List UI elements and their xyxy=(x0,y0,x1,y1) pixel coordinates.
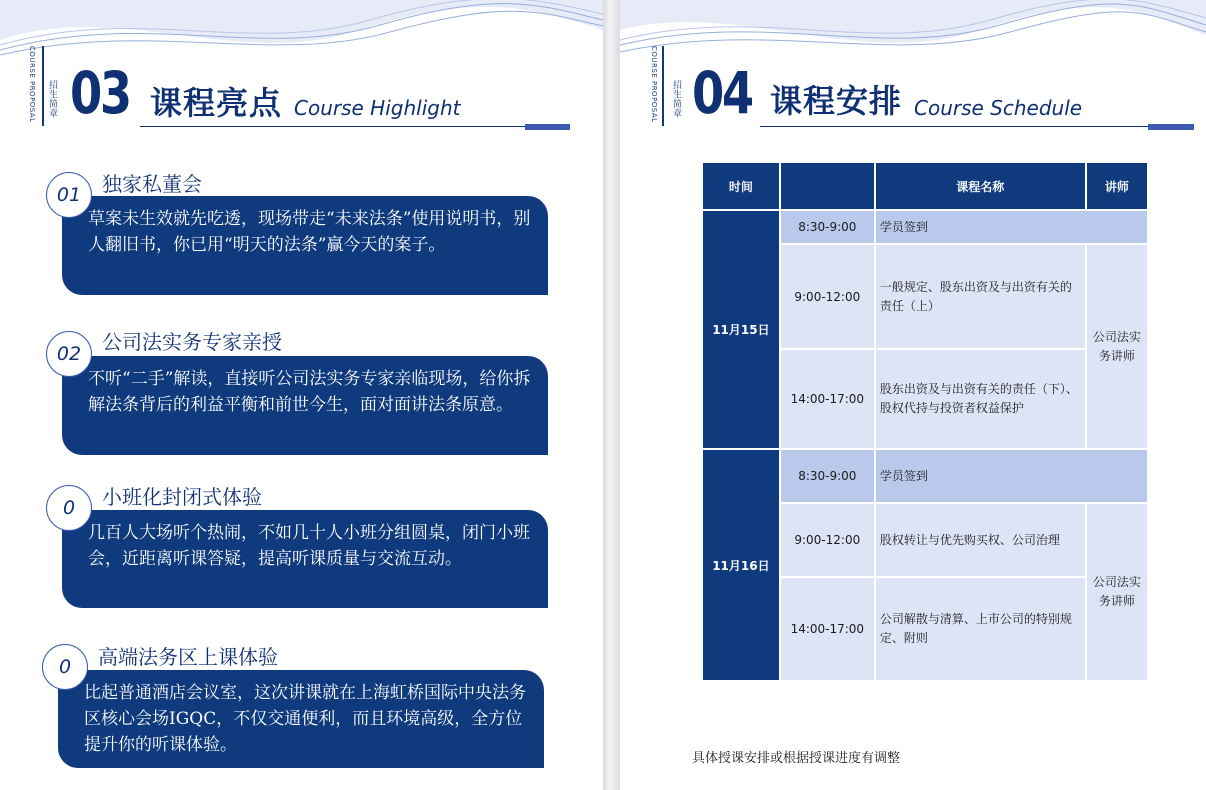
highlight-number-4: 0 xyxy=(42,644,88,690)
schedule-note: 具体授课安排或根据授课进度有调整 xyxy=(692,751,901,766)
side-label-en: COURSE PROPOSAL xyxy=(28,46,36,123)
highlight-number-2: 02 xyxy=(46,331,92,377)
header-blank xyxy=(780,162,875,210)
header-time: 时间 xyxy=(702,162,780,210)
title-underline xyxy=(760,126,1194,127)
highlight-title-1: 独家私董会 xyxy=(102,172,202,196)
section-title-en: Course Schedule xyxy=(914,96,1083,120)
date-cell-2: 11月16日 xyxy=(702,449,780,681)
highlight-title-2: 公司法实务专家亲授 xyxy=(102,330,282,354)
header-teacher: 讲师 xyxy=(1086,162,1148,210)
table-row xyxy=(702,449,1148,503)
side-label-en: COURSE PROPOSAL xyxy=(650,46,658,123)
course-name-cell: 股权转让与优先购买权、公司治理 xyxy=(875,503,1086,577)
highlight-body-3: 几百人大场听个热闹，不如几十人小班分组圆桌，闭门小班会，近距离听课答疑，提高听课质量与交流互动。 xyxy=(62,510,548,608)
time-cell: 14:00-17:00 xyxy=(780,577,875,681)
right-page xyxy=(620,0,1206,790)
date-cell-1: 11月15日 xyxy=(702,210,780,449)
highlight-title-4: 高端法务区上课体验 xyxy=(98,645,278,669)
time-cell: 14:00-17:00 xyxy=(780,349,875,449)
highlight-body-4: 比起普通酒店会议室，这次讲课就在上海虹桥国际中央法务区核心会场IGQC，不仅交通便利，而且环境高级，全方位提升你的听课体验。 xyxy=(58,670,544,768)
time-cell: 9:00-12:00 xyxy=(780,503,875,577)
section-number: 03 xyxy=(70,59,130,127)
title-underline xyxy=(140,126,570,127)
teacher-cell-2: 公司法实务讲师 xyxy=(1086,503,1148,681)
course-name-cell: 一般规定、股东出资及与出资有关的责任（上） xyxy=(875,244,1086,349)
highlight-title-3: 小班化封闭式体验 xyxy=(102,485,262,509)
title-accent-bar xyxy=(1148,124,1194,130)
side-label-cn: 招生简章 xyxy=(47,80,57,118)
section-title-en: Course Highlight xyxy=(294,96,461,120)
teacher-cell-1: 公司法实务讲师 xyxy=(1086,244,1148,449)
time-cell: 8:30-9:00 xyxy=(780,449,875,503)
title-accent-bar xyxy=(525,124,570,130)
side-bar xyxy=(662,46,664,126)
section-number: 04 xyxy=(692,59,752,127)
table-row xyxy=(702,210,1148,244)
section-title-cn: 课程亮点 xyxy=(150,84,283,122)
highlight-number-1: 01 xyxy=(46,172,92,218)
page-gutter xyxy=(603,0,620,790)
side-bar xyxy=(42,46,44,126)
course-name-cell: 学员签到 xyxy=(875,449,1148,503)
side-label-cn: 招生简章 xyxy=(671,80,681,118)
time-cell: 9:00-12:00 xyxy=(780,244,875,349)
header-course: 课程名称 xyxy=(875,162,1086,210)
highlight-number-3: 0 xyxy=(46,485,92,531)
schedule-table xyxy=(701,161,1149,682)
table-header-row xyxy=(702,162,1148,210)
highlight-body-1: 草案未生效就先吃透，现场带走“未来法条”使用说明书，别人翻旧书，你已用“明天的法条”赢今天的案子。 xyxy=(62,196,548,295)
highlight-body-2: 不听“二手”解读，直接听公司法实务专家亲临现场，给你拆解法条背后的利益平衡和前世今生，面对面讲法条原意。 xyxy=(62,356,548,455)
course-name-cell: 公司解散与清算、上市公司的特别规定、附则 xyxy=(875,577,1086,681)
time-cell: 8:30-9:00 xyxy=(780,210,875,244)
section-title-cn: 课程安排 xyxy=(770,82,903,120)
course-name-cell: 股东出资及与出资有关的责任（下）、股权代持与投资者权益保护 xyxy=(875,349,1086,449)
course-name-cell: 学员签到 xyxy=(875,210,1148,244)
